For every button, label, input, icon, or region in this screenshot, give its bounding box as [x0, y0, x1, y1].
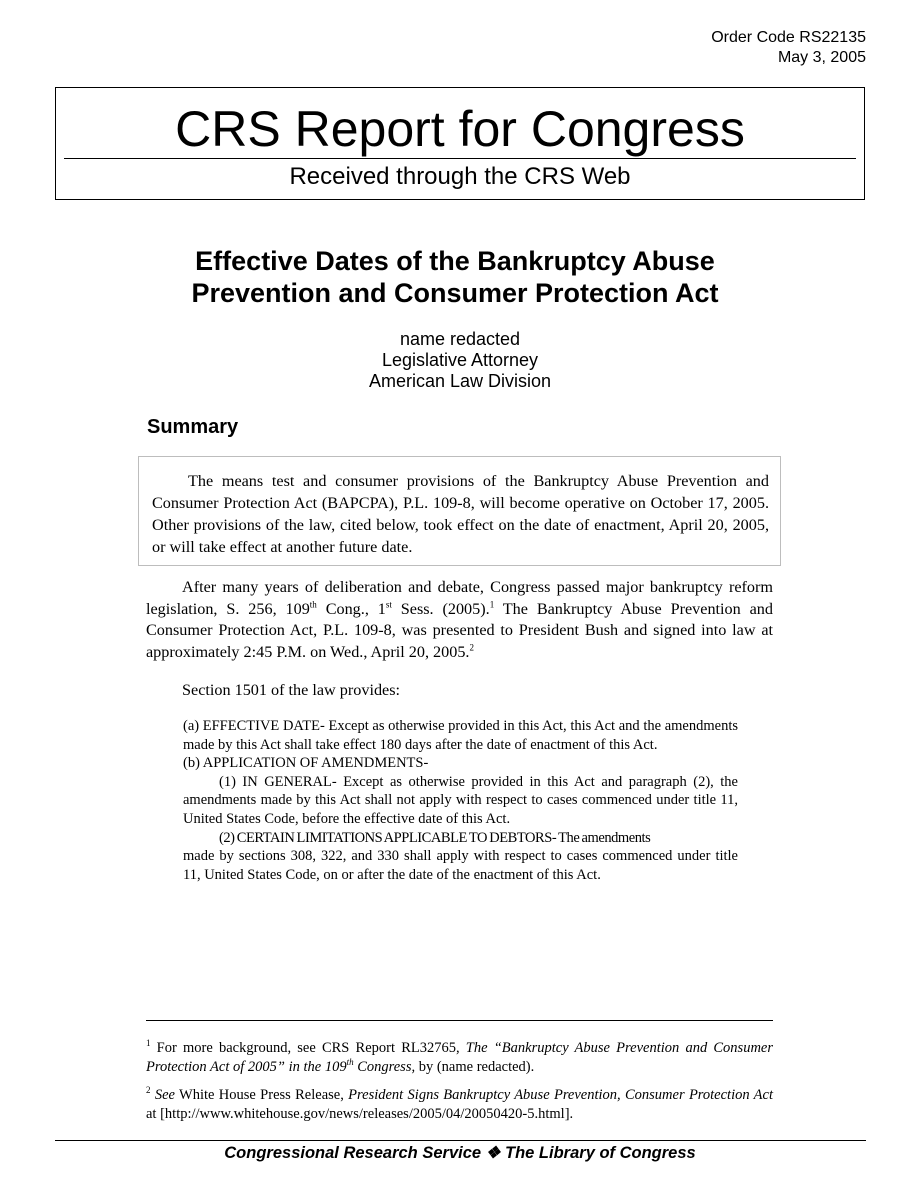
document-title-line-2: Prevention and Consumer Protection Act	[191, 278, 719, 308]
footnote-1: $^1$ For more background, see CRS Report RL32765, The “Bankruptcy Abuse Prevention and Consumer Protection Act of 2005” in the 109th Congress, by (name redacted).	[146, 1038, 773, 1075]
footnote-ref-1: 1	[489, 599, 495, 610]
banner-title: CRS Report for Congress	[175, 101, 745, 157]
order-code: Order Code RS22135	[711, 29, 866, 46]
author-block	[0, 329, 920, 392]
footer-text: Congressional Research Service ❖ The Library of Congress	[224, 1144, 696, 1162]
statute-paragraph-b2-rest: made by sections 308, 322, and 330 shall apply with respect to cases commenced under title 11, United States Code, on or after the date of the enactment of this Act.	[183, 848, 738, 883]
statute-paragraph-b2-head: (2) CERTAIN LIMITATIONS APPLICABLE TO DEBTORS- The amendments	[219, 829, 651, 846]
order-code-block	[711, 28, 866, 68]
statute-subsection-a: (a) EFFECTIVE DATE- Except as otherwise provided in this Act, this Act and the amendments made by this Act shall take effect 180 days after the date of enactment of this Act.	[183, 718, 738, 753]
banner-divider	[64, 158, 856, 159]
author-name: name redacted	[399, 329, 521, 349]
author-division: American Law Division	[368, 371, 552, 391]
statute-paragraph-b1: (1) IN GENERAL- Except as otherwise provided in this Act and paragraph (2), the amendments made by this Act shall not apply with respect to cases commenced under title 11, United States Code, before the effective date of this Act.	[183, 773, 738, 827]
report-banner	[55, 87, 865, 200]
statute-subsection-b: (b) APPLICATION OF AMENDMENTS-	[183, 755, 429, 772]
statute-quote	[183, 717, 738, 884]
summary-heading: Summary	[147, 416, 239, 438]
report-date: May 3, 2005	[777, 49, 866, 66]
footnote-ref-2: 2	[469, 642, 474, 653]
document-title-line-1: Effective Dates of the Bankruptcy Abuse	[195, 246, 715, 276]
footnote-2: $^2$ See White House Press Release, President Signs Bankruptcy Abuse Prevention, Consumer Protection Act at [http://www.whitehouse.gov/news/releases/2005/04/20050420-5.html].	[146, 1085, 774, 1122]
banner-subtitle: Received through the CRS Web	[289, 163, 631, 190]
document-title	[0, 245, 910, 309]
body-paragraph-1: After many years of deliberation and debate, Congress passed major bankruptcy reform legislation, S. 256, 109th Cong., 1st Sess. (2005).$^1$ The Bankruptcy Abuse Prevention and Consumer Protection Act, P.L. 109-8, was presented to President Bush and signed into law at approximately 2:45 P.M. on Wed., April 20, 2005.$^2$	[146, 578, 773, 661]
footer-divider	[55, 1140, 866, 1141]
summary-text: The means test and consumer provisions of the Bankruptcy Abuse Prevention and Consumer Protection Act (BAPCPA), P.L. 109-8, will become operative on October 17, 2005. Other provisions of the law, cited below, took effect on the date of enactment, April 20, 2005, or will take effect at another future date.	[152, 472, 769, 556]
author-role: Legislative Attorney	[381, 350, 539, 370]
body-paragraph-2: Section 1501 of the law provides:	[182, 681, 401, 699]
summary-box	[138, 456, 781, 566]
footnote-divider	[146, 1020, 773, 1021]
